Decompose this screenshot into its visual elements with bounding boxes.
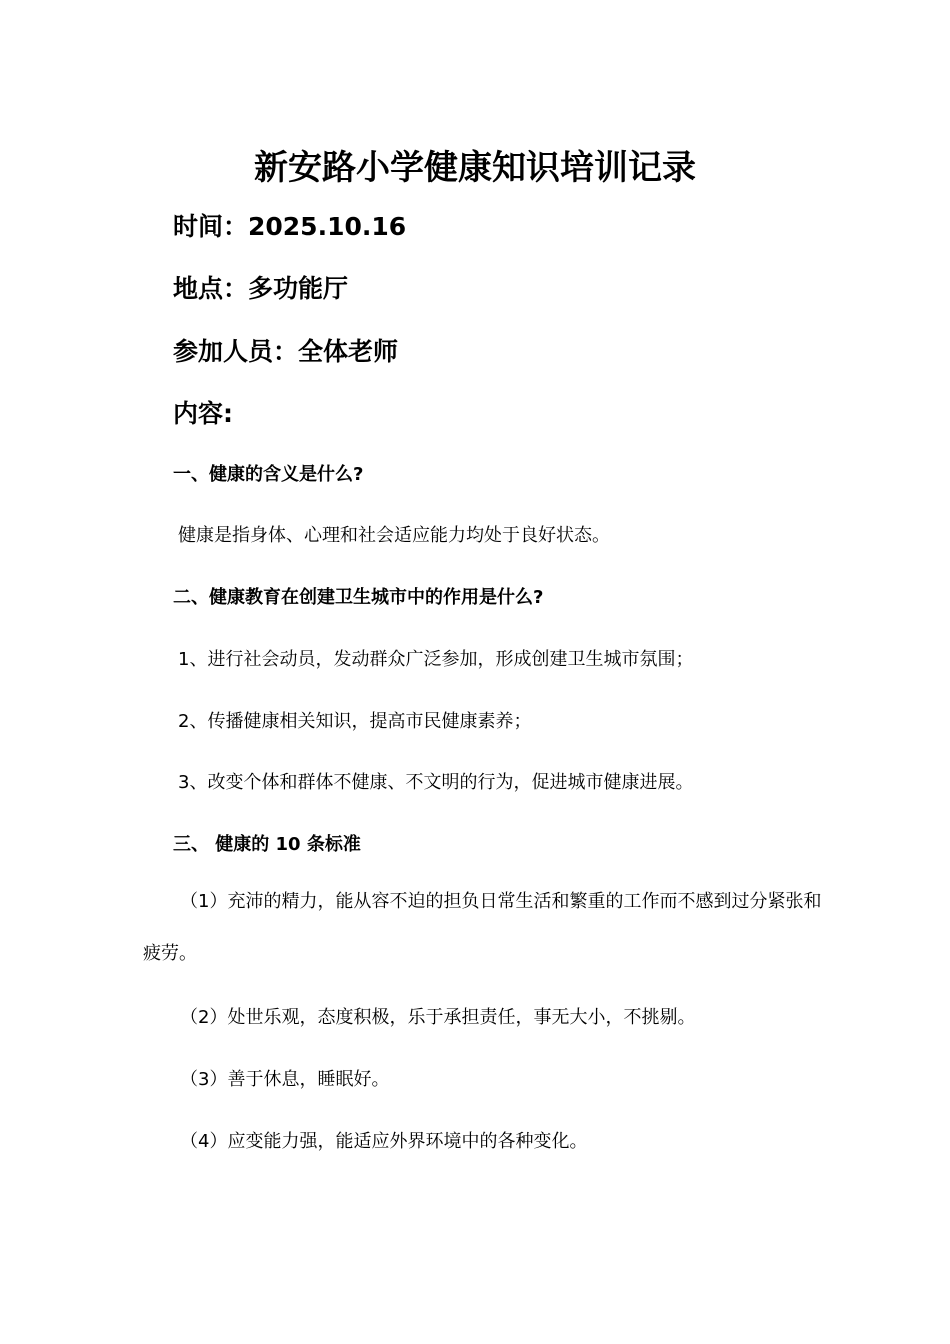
list-item: （1）充沛的精力，能从容不迫的担负日常生活和繁重的工作而不感到过分紧张和疲劳。 (143, 891, 822, 964)
meeting-participants: 参加人员：全体老师 (173, 337, 399, 366)
paragraph-meaning: 健康是指身体、心理和社会适应能力均处于良好状态。 (178, 525, 610, 546)
list-item: （2）处世乐观，态度积极，乐于承担责任，事无大小，不挑剔。 (180, 1007, 696, 1028)
list-item: （4）应变能力强，能适应外界环境中的各种变化。 (180, 1131, 588, 1152)
meeting-place: 地点：多功能厅 (173, 274, 349, 303)
content-label: 内容: (173, 399, 233, 428)
section-heading-role: 二、健康教育在创建卫生城市中的作用是什么? (173, 587, 544, 608)
list-item: 3、改变个体和群体不健康、不文明的行为，促进城市健康进展。 (178, 772, 694, 793)
section-heading-standards: 三、 健康的 10 条标准 (173, 834, 361, 855)
list-item: 2、传播健康相关知识，提高市民健康素养； (178, 711, 532, 732)
document-title: 新安路小学健康知识培训记录 (254, 148, 696, 188)
list-item: （3）善于休息，睡眠好。 (180, 1069, 390, 1090)
list-item: 1、进行社会动员，发动群众广泛参加，形成创建卫生城市氛围； (178, 649, 694, 670)
section-heading-meaning: 一、健康的含义是什么? (173, 464, 364, 485)
meeting-time: 时间：2025.10.16 (173, 212, 407, 241)
